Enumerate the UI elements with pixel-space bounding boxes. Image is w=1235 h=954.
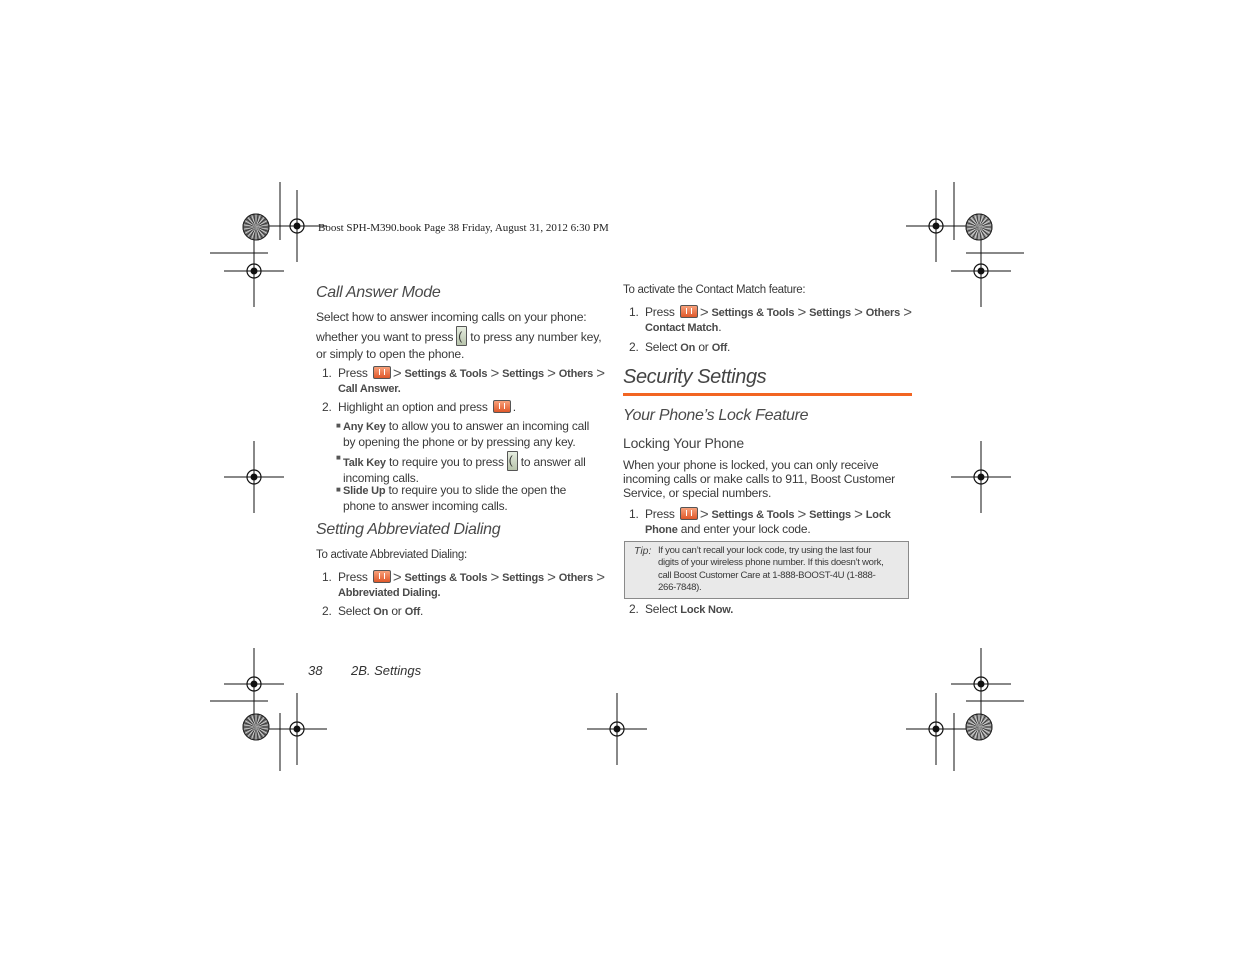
registration-target-icon [224, 235, 284, 307]
registration-target-icon [267, 693, 327, 765]
print-header: Boost SPH-M390.book Page 38 Friday, August 31, 2012 6:30 PM [318, 222, 609, 234]
registration-target-icon [906, 693, 966, 765]
color-bar-starburst-icon [243, 214, 269, 240]
lock-intro: When your phone is locked, you can only receive incoming calls or make calls to 911, Boost Customer Service, or special numbers. [623, 458, 896, 500]
abbrev-step-1: 1. Press > Settings & Tools > Settings > Others > Abbreviated Dialing. [322, 569, 605, 599]
contact-match-intro: To activate the Contact Match feature: [623, 284, 806, 296]
talk-key-icon [456, 326, 467, 346]
page-number: 38 [308, 663, 323, 678]
subsection-title-lock: Your Phone’s Lock Feature [623, 407, 809, 424]
tip-label: Tip: [634, 545, 652, 557]
bullet-slide-up: ■ Slide Up to require you to slide the open the phone to answer incoming calls. [336, 483, 567, 513]
bullet-icon: ■ [336, 485, 341, 494]
registration-target-icon [224, 648, 284, 720]
registration-target-icon [587, 693, 647, 765]
tip-text: If you can’t recall your lock code, try using the last four digits of your wireless phone number. If this doesn’t work, call Boost Customer Care at 1-888-BOOST-4U (1-888- 266-7848). [658, 545, 884, 593]
registration-target-icon [951, 441, 1011, 513]
contact-step-1: 1. Press > Settings & Tools > Settings > Others > Contact Match. [629, 304, 912, 334]
section-title-security: Security Settings [623, 366, 767, 388]
abbrev-step-2: 2. Select On or Off. [322, 604, 424, 618]
call-answer-intro: Select how to answer incoming calls on your phone: whether you want to press( to press any number key, or simply to open the phone. [316, 309, 601, 362]
menu-ok-key-icon [680, 305, 698, 318]
menu-ok-key-icon [373, 570, 391, 583]
section-title-call-answer: Call Answer Mode [316, 284, 441, 301]
color-bar-starburst-icon [966, 714, 992, 740]
bullet-talk-key: ■ Talk Key to require you to press( to answer all incoming calls. [343, 451, 586, 486]
section-name: 2B. Settings [351, 663, 422, 678]
registration-target-icon [951, 648, 1011, 720]
bullet-icon: ■ [336, 421, 341, 430]
call-answer-step-1: 1. Press > Settings & Tools > Settings > Others > Call Answer. [322, 365, 605, 395]
bullet-any-key: ■ Any Key to allow you to answer an incoming call by opening the phone or by pressing any key. [336, 419, 590, 449]
color-bar-starburst-icon [966, 214, 992, 240]
talk-key-icon [507, 451, 518, 471]
registration-target-icon [906, 190, 966, 262]
tip-box [624, 541, 909, 599]
section-rule [623, 393, 912, 396]
lock-step-1: 1. Press > Settings & Tools > Settings > Lock Phone and enter your lock code. [629, 506, 891, 536]
menu-ok-key-icon [680, 507, 698, 520]
registration-target-icon [951, 235, 1011, 307]
call-answer-step-2: 2. Highlight an option and press . [322, 400, 516, 414]
section-title-abbrev: Setting Abbreviated Dialing [316, 521, 501, 538]
abbrev-intro: To activate Abbreviated Dialing: [316, 549, 467, 561]
color-bar-starburst-icon [243, 714, 269, 740]
menu-ok-key-icon [493, 400, 511, 413]
subsection-title-locking: Locking Your Phone [623, 435, 744, 451]
lock-step-2: 2. Select Lock Now. [629, 602, 734, 616]
contact-step-2: 2. Select On or Off. [629, 340, 731, 354]
registration-target-icon [224, 441, 284, 513]
bullet-icon: ■ [336, 453, 341, 462]
menu-ok-key-icon [373, 366, 391, 379]
